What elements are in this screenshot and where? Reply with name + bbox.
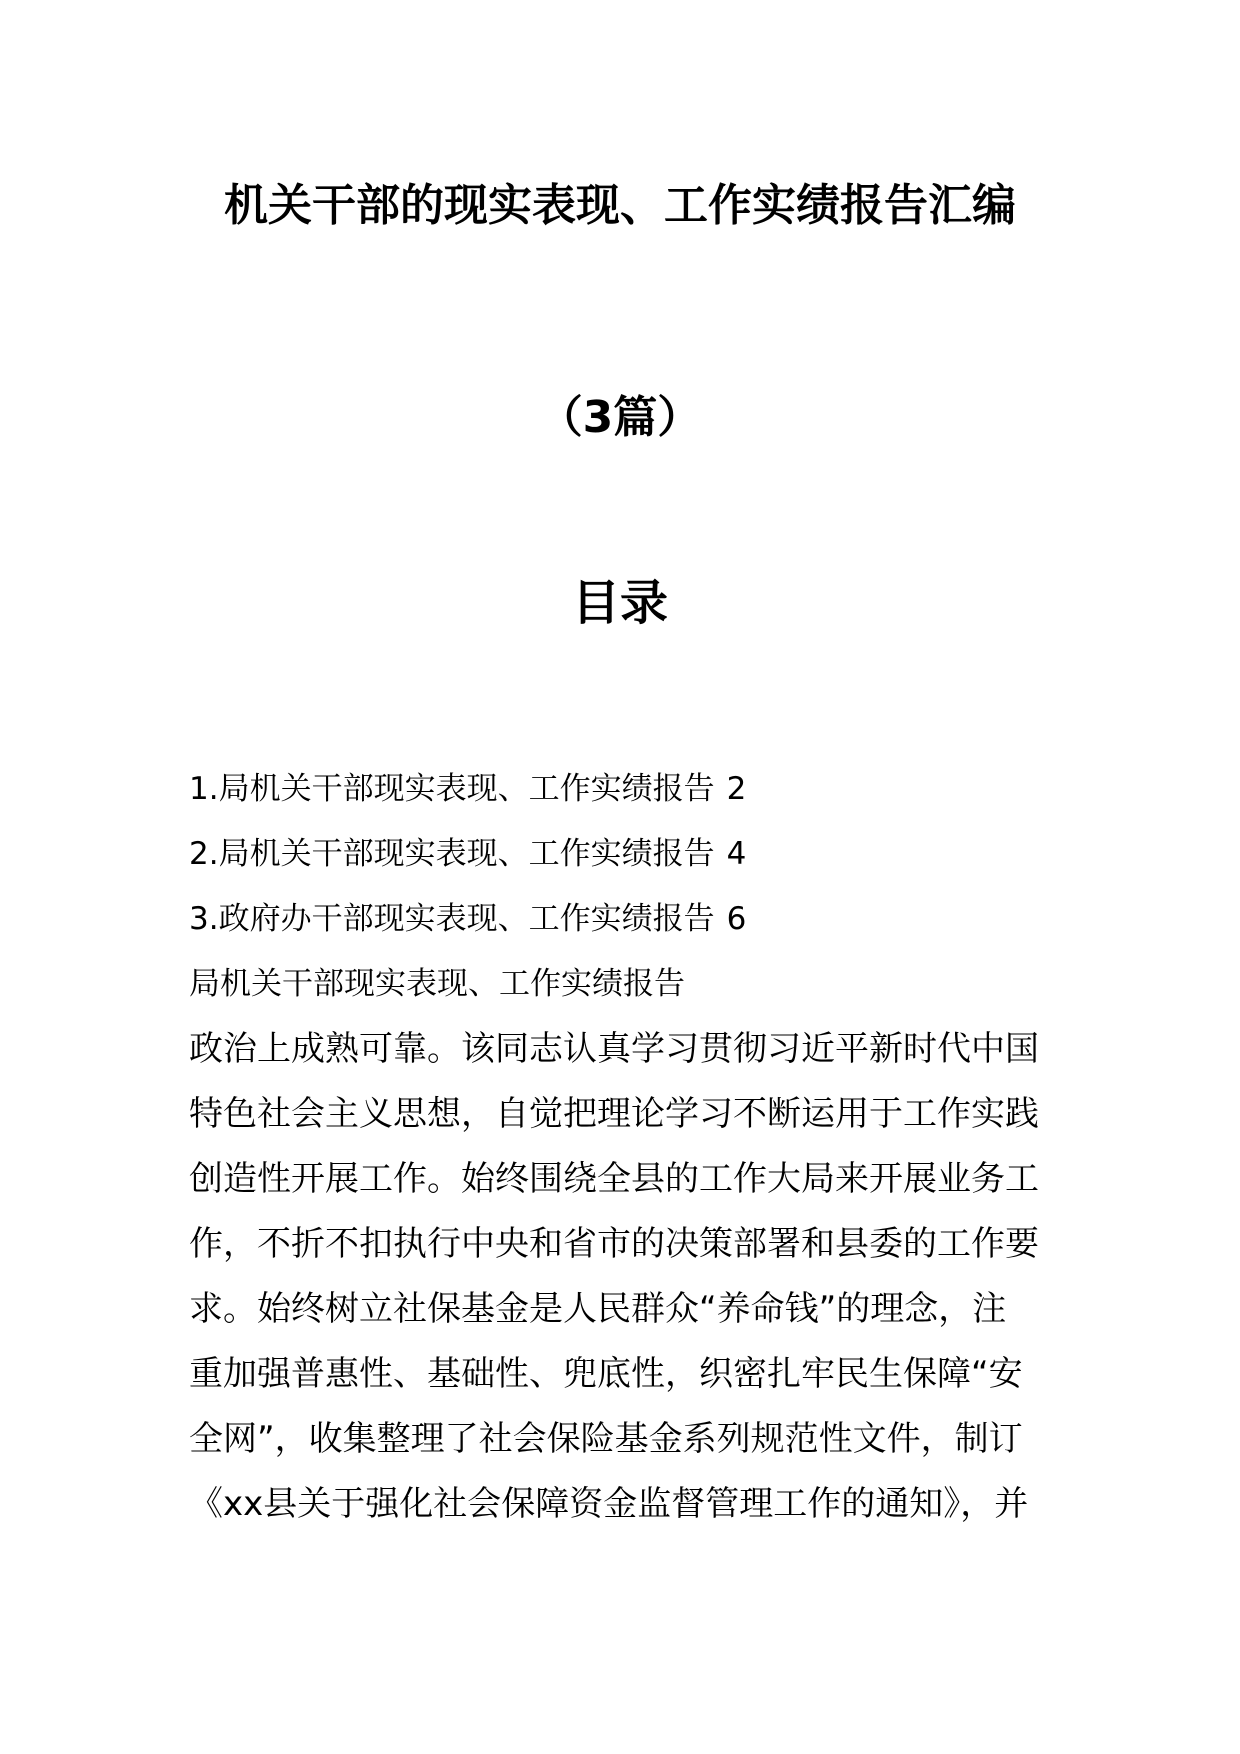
- paragraph-line: 《xx县关于强化社会保障资金监督管理工作的通知》，并: [189, 1484, 1029, 1524]
- document-subtitle: （3篇）: [538, 392, 702, 443]
- table-of-contents: [189, 757, 746, 952]
- paragraph-line: 作，不折不扣执行中央和省市的决策部署和县委的工作要: [189, 1224, 1039, 1264]
- paragraph-line: 全网”，收集整理了社会保险基金系列规范性文件，制订: [189, 1419, 1023, 1459]
- toc-item[interactable]: [189, 887, 746, 952]
- document-title: 机关干部的现实表现、工作实绩报告汇编: [224, 180, 1016, 231]
- toc-heading: 目录: [571, 575, 668, 631]
- section-heading: 局机关干部现实表现、工作实绩报告: [189, 966, 685, 1002]
- toc-item-label: 1.局机关干部现实表现、工作实绩报告: [189, 771, 715, 807]
- toc-item-page-number: 6: [726, 901, 747, 937]
- body-paragraph: [189, 1017, 1059, 1537]
- toc-item[interactable]: [189, 757, 746, 822]
- paragraph-line: 重加强普惠性、基础性、兜底性，织密扎牢民生保障“安: [189, 1354, 1023, 1394]
- paragraph-line: 求。始终树立社保基金是人民群众“养命钱”的理念，注: [189, 1289, 1007, 1329]
- paragraph-line: 政治上成熟可靠。该同志认真学习贯彻习近平新时代中国: [189, 1029, 1039, 1069]
- toc-item-page-number: 2: [726, 771, 747, 807]
- toc-item-label: 2.局机关干部现实表现、工作实绩报告: [189, 836, 715, 872]
- toc-item-page-number: 4: [726, 836, 747, 872]
- toc-item-label: 3.政府办干部现实表现、工作实绩报告: [189, 901, 715, 937]
- toc-item[interactable]: [189, 822, 746, 887]
- paragraph-line: 特色社会主义思想，自觉把理论学习不断运用于工作实践: [189, 1094, 1039, 1134]
- paragraph-line: 创造性开展工作。始终围绕全县的工作大局来开展业务工: [189, 1159, 1039, 1199]
